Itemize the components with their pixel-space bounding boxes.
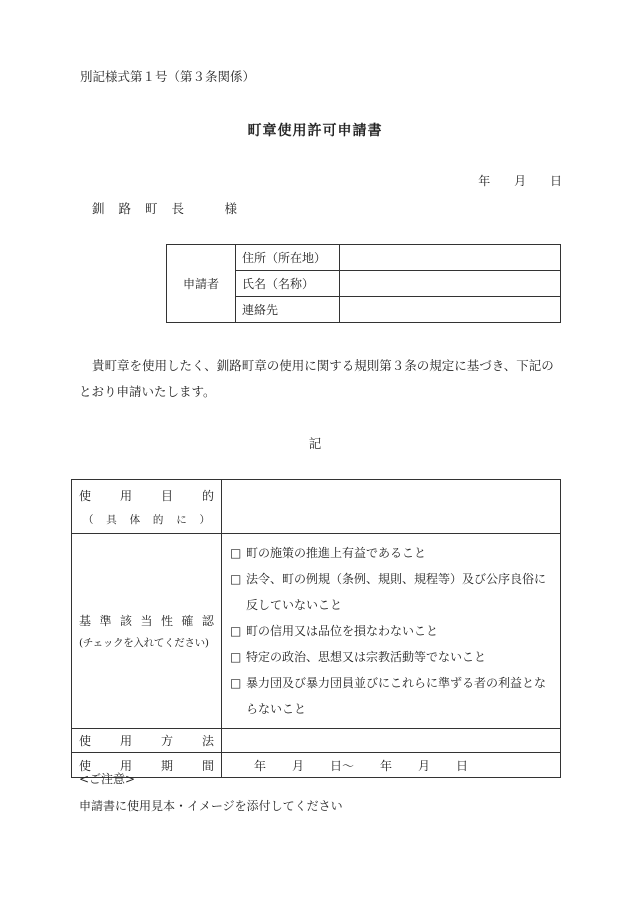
notes-heading: <ご注意> <box>79 772 136 786</box>
date-day: 日 <box>549 174 562 188</box>
criteria-text: 町の信用又は品位を損なわないこと <box>246 624 439 638</box>
checkbox-icon[interactable]: □ <box>230 546 242 560</box>
criteria-row <box>72 534 561 729</box>
criteria-label: 基 準 該 当 性 確 認 <box>79 614 214 628</box>
purpose-label-cell <box>72 480 222 534</box>
notes-text: 申請書に使用見本・イメージを添付してください <box>79 799 343 813</box>
period-field[interactable] <box>222 753 561 778</box>
applicant-row-address <box>167 245 561 271</box>
criteria-list <box>222 534 561 729</box>
method-row <box>72 729 561 753</box>
date-line <box>458 172 562 189</box>
method-label: 使 用 方 法 <box>79 734 214 748</box>
name-field[interactable] <box>340 271 561 297</box>
criteria-text: 特定の政治、思想又は宗教活動等でないこと <box>246 650 487 664</box>
criteria-text: 暴力団及び暴力団員並びにこれらに準ずる者の利益とならないこと <box>246 676 547 716</box>
form-number: 別記様式第１号（第３条関係） <box>80 69 256 84</box>
address-label: 住所（所在地） <box>236 245 340 271</box>
criteria-item[interactable] <box>230 670 552 722</box>
criteria-item[interactable] <box>230 566 552 618</box>
main-table <box>71 479 561 778</box>
applicant-label: 申請者 <box>167 245 236 323</box>
period-start-month: 月 <box>292 758 305 773</box>
body-text: 貴町章を使用したく、釧路町章の使用に関する規則第３条の規定に基づき、下記のとおり申請いたします。 <box>79 358 554 399</box>
purpose-label: 使 用 目 的 <box>79 488 214 503</box>
period-start-day: 日～ <box>330 758 355 773</box>
criteria-item[interactable] <box>230 644 552 670</box>
name-label: 氏名（名称） <box>236 271 340 297</box>
purpose-row <box>72 480 561 534</box>
ki-heading: 記 <box>308 436 322 451</box>
applicant-table <box>166 244 561 323</box>
criteria-item[interactable] <box>230 540 552 566</box>
criteria-note: (チェックを入れてください) <box>79 637 209 649</box>
period-end-month: 月 <box>418 758 431 773</box>
period-end-year: 年 <box>380 758 393 773</box>
criteria-text: 町の施策の推進上有益であること <box>246 546 427 560</box>
criteria-item[interactable] <box>230 618 552 644</box>
purpose-field[interactable] <box>222 480 561 534</box>
criteria-text: 法令、町の例規（条例、規則、規程等）及び公序良俗に反していないこと <box>246 572 547 612</box>
contact-label: 連絡先 <box>236 297 340 323</box>
addressee: 釧路町長 様 <box>92 201 252 216</box>
period-row <box>72 753 561 778</box>
checkbox-icon[interactable]: □ <box>230 572 242 586</box>
period-start-year: 年 <box>254 758 267 773</box>
period-end-day: 日 <box>456 758 469 773</box>
document-title: 町章使用許可申請書 <box>247 123 383 139</box>
checkbox-icon[interactable]: □ <box>230 676 242 690</box>
checkbox-icon[interactable]: □ <box>230 624 242 638</box>
contact-field[interactable] <box>340 297 561 323</box>
date-year: 年 <box>478 174 491 188</box>
criteria-label-cell <box>72 534 222 729</box>
period-label: 使 用 期 間 <box>79 758 214 773</box>
purpose-sub: （ 具 体 的 に ） <box>83 513 210 526</box>
date-month: 月 <box>514 174 527 188</box>
checkbox-icon[interactable]: □ <box>230 650 242 664</box>
address-field[interactable] <box>340 245 561 271</box>
method-label-cell <box>72 729 222 753</box>
method-field[interactable] <box>222 729 561 753</box>
